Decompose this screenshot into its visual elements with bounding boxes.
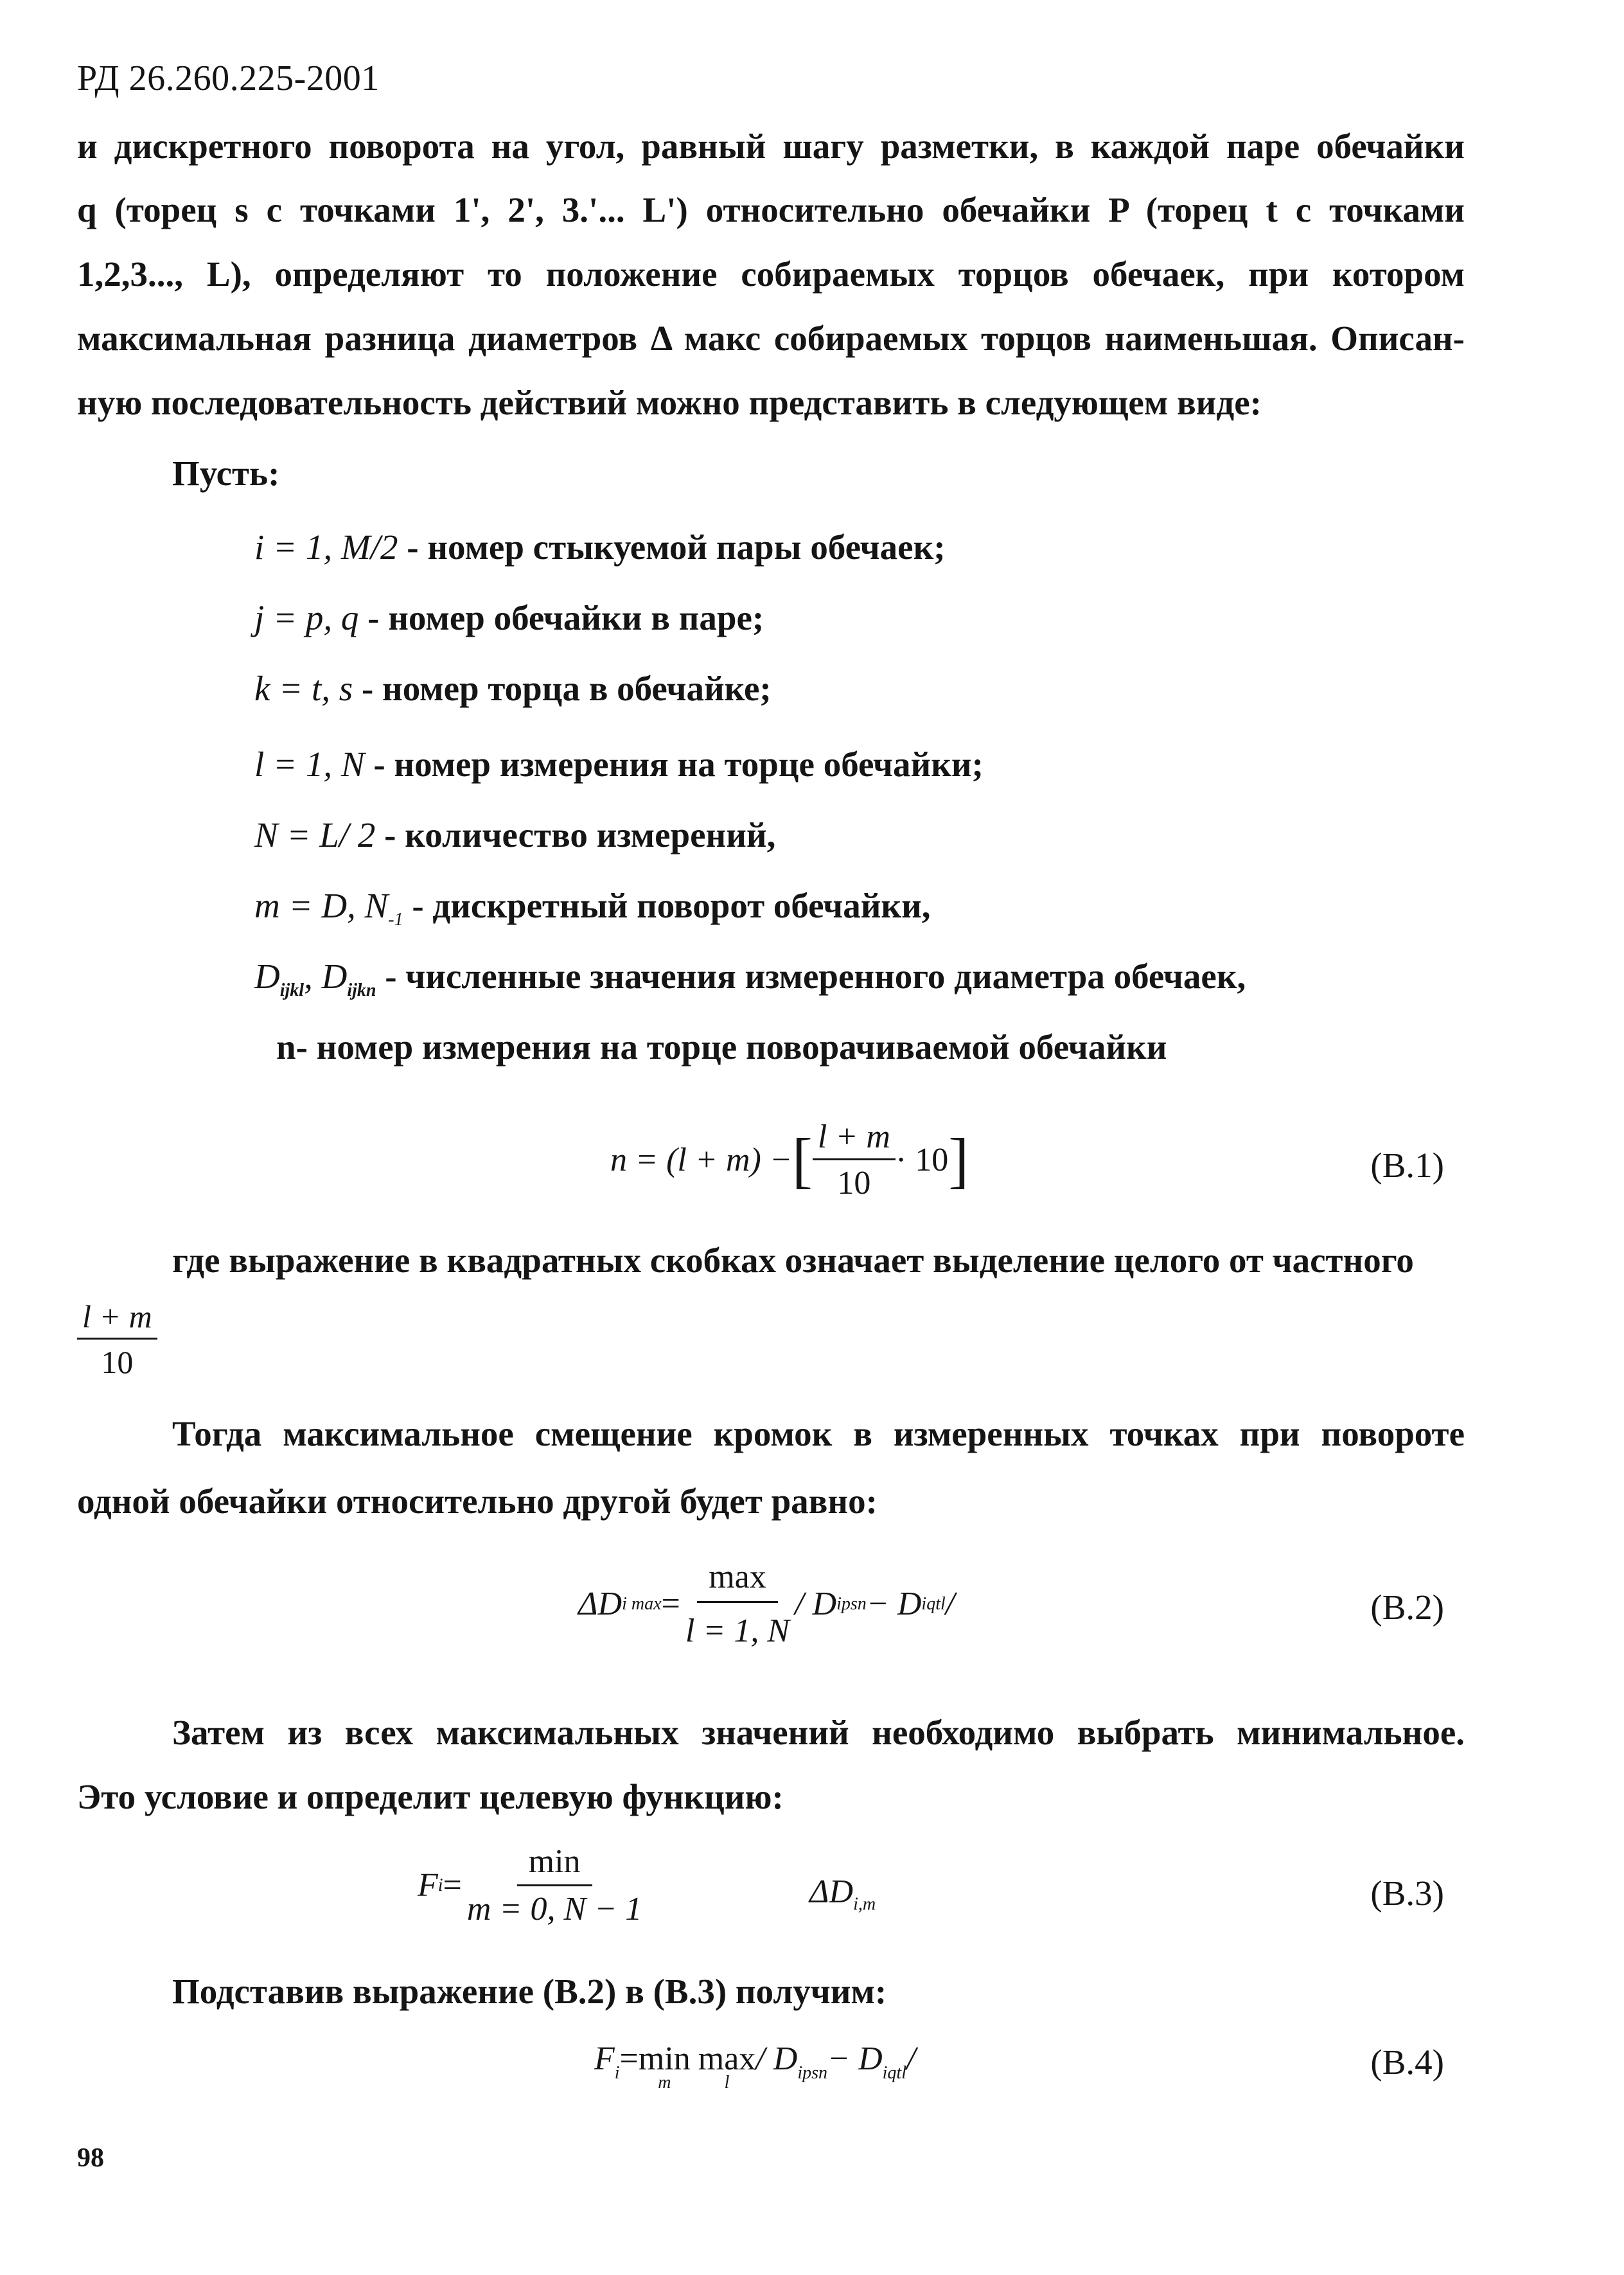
equation-b1 <box>610 1118 969 1202</box>
eq3-lhs-sub: i <box>437 1875 443 1895</box>
eq4-max-group <box>698 2040 756 2093</box>
definition-k-expr: k = t, s <box>254 669 353 708</box>
definition-d <box>254 956 1246 1001</box>
let-word: Пусть: <box>172 454 280 493</box>
eq2-operator <box>680 1558 795 1650</box>
definition-n-count-text: - количество измерений, <box>375 815 776 854</box>
eq3-range: m = 0, N − 1 <box>466 1891 642 1927</box>
where-fraction-numerator: l + m <box>77 1298 157 1340</box>
eq2-range: l = 1, N <box>685 1613 790 1649</box>
then-line-2: одной обечайки относительно другой будет равно: <box>77 1482 878 1521</box>
eq3-lhs: F <box>418 1867 438 1904</box>
eq4-lhs-sub: i <box>614 2063 620 2083</box>
definition-j-text: - номер обечайки в паре; <box>358 598 764 637</box>
definition-k-text: - номер торца в обечайке; <box>353 669 772 708</box>
eq2-equals: = <box>661 1586 680 1622</box>
where-fraction-denominator: 10 <box>101 1344 134 1380</box>
eq4-rhs-b: − D <box>827 2040 883 2077</box>
definition-d-text: - численные значения измеренного диаметра обечаек, <box>376 957 1246 996</box>
eq4-equals: = <box>619 2040 639 2077</box>
eq2-rhs-b: − D <box>866 1586 922 1622</box>
equation-number-b2: (В.2) <box>1370 1588 1444 1627</box>
eq4-min: min <box>638 2040 691 2077</box>
eq1-bracket-open: [ <box>791 1126 813 1194</box>
eq4-rhs-b-sub: iqtl <box>882 2063 906 2083</box>
eq3-rhs-sub: i,m <box>853 1894 876 1915</box>
eq1-tail: · 10 <box>895 1142 949 1178</box>
eq4-rhs-end: / <box>906 2040 916 2077</box>
definition-l-text: - номер измерения на торце обечайки; <box>364 745 984 784</box>
eq4-rhs-a-sub: ipsn <box>797 2063 827 2083</box>
definition-i <box>254 527 946 567</box>
definition-l-expr: l = 1, N <box>254 745 365 784</box>
intro-line-4: максимальная разница диаметров Δ макс собираемых торцов наименьшая. Описан- <box>77 319 1465 358</box>
eq4-min-group <box>639 2040 691 2093</box>
eq4-max: max <box>698 2040 756 2077</box>
eq3-equals: = <box>443 1867 462 1904</box>
definition-m <box>254 885 931 930</box>
equation-b3 <box>418 1843 647 1928</box>
definition-m-text: - дискретный поворот обечайки, <box>403 886 931 925</box>
eq2-rhs-b-sub: iqtl <box>921 1593 946 1614</box>
eq1-denominator: 10 <box>837 1165 871 1201</box>
definition-i-expr: i = 1, M/2 <box>254 527 398 567</box>
definition-d-sub-b: ijkn <box>347 980 376 1000</box>
equation-number-b1: (В.1) <box>1370 1146 1444 1185</box>
definition-l <box>254 744 984 784</box>
document-code-header: РД 26.260.225-2001 <box>77 58 380 98</box>
eq2-lhs-sub: i max <box>622 1593 662 1614</box>
definition-j <box>254 598 764 638</box>
eq2-rhs-end: / <box>945 1586 955 1622</box>
eq1-numerator: l + m <box>813 1118 896 1160</box>
equation-b4 <box>594 2040 915 2093</box>
substitution-text: Подставив выражение (В.2) в (В.3) получим: <box>172 1972 887 2011</box>
definition-j-expr: j = p, q <box>254 598 359 637</box>
intro-line-2: q (торец s с точками 1', 2', 3.'... L') относительно обечайки P (торец t с точками <box>77 190 1465 229</box>
definition-n-index: n- номер измерения на торце поворачиваемой обечайки <box>276 1027 1167 1067</box>
where-text: где выражение в квадратных скобках означает выделение целого от частного <box>172 1241 1414 1280</box>
eq1-lhs: n = (l + m) − <box>610 1142 792 1178</box>
definition-n-count <box>254 815 775 855</box>
page-number: 98 <box>77 2143 104 2173</box>
eq2-rhs-a-sub: ipsn <box>836 1593 867 1614</box>
eq4-rhs-a: / D <box>755 2040 798 2077</box>
eq3-min: min <box>517 1843 592 1886</box>
definition-d-expr-a: D <box>254 957 280 996</box>
equation-number-b4: (В.4) <box>1370 2042 1444 2082</box>
eq1-bracket-close: ] <box>948 1126 969 1194</box>
definition-n-count-expr: N = L/ 2 <box>254 815 376 854</box>
equation-number-b3: (В.3) <box>1370 1873 1444 1913</box>
intro-line-5: ную последовательность действий можно представить в следующем виде: <box>77 383 1262 422</box>
eq3-rhs <box>809 1873 876 1915</box>
then-line-1: Тогда максимальное смещение кромок в измеренных точках при повороте <box>172 1414 1465 1453</box>
where-fraction <box>77 1298 157 1381</box>
definition-i-text: - номер стыкуемой пары обечаек; <box>398 527 946 567</box>
then2-line-1: Затем из всех максимальных значений необходимо выбрать минимальное. <box>172 1713 1465 1752</box>
eq2-lhs: ΔD <box>578 1586 622 1622</box>
definition-d-sub-a: ijkl <box>279 980 304 1000</box>
eq4-min-sub: m <box>658 2073 671 2093</box>
definition-m-sub: -1 <box>388 910 403 930</box>
eq3-rhs-text: ΔD <box>809 1873 854 1910</box>
eq2-max: max <box>697 1558 778 1603</box>
definition-d-expr-b: , D <box>304 957 348 996</box>
eq3-operator <box>462 1843 647 1928</box>
eq4-max-sub: l <box>724 2073 730 2093</box>
eq1-fraction <box>813 1118 896 1202</box>
equation-b2 <box>578 1558 955 1650</box>
eq4-lhs: F <box>594 2040 615 2077</box>
intro-line-1: и дискретного поворота на угол, равный шагу разметки, в каждой паре обечайки <box>77 127 1465 166</box>
intro-line-3: 1,2,3..., L), определяют то положение собираемых торцов обечаек, при котором <box>77 254 1465 294</box>
then2-line-2: Это условие и определит целевую функцию: <box>77 1777 784 1816</box>
eq2-rhs-a: / D <box>795 1586 837 1622</box>
definition-k <box>254 668 772 709</box>
definition-m-expr: m = D, N <box>254 886 389 925</box>
